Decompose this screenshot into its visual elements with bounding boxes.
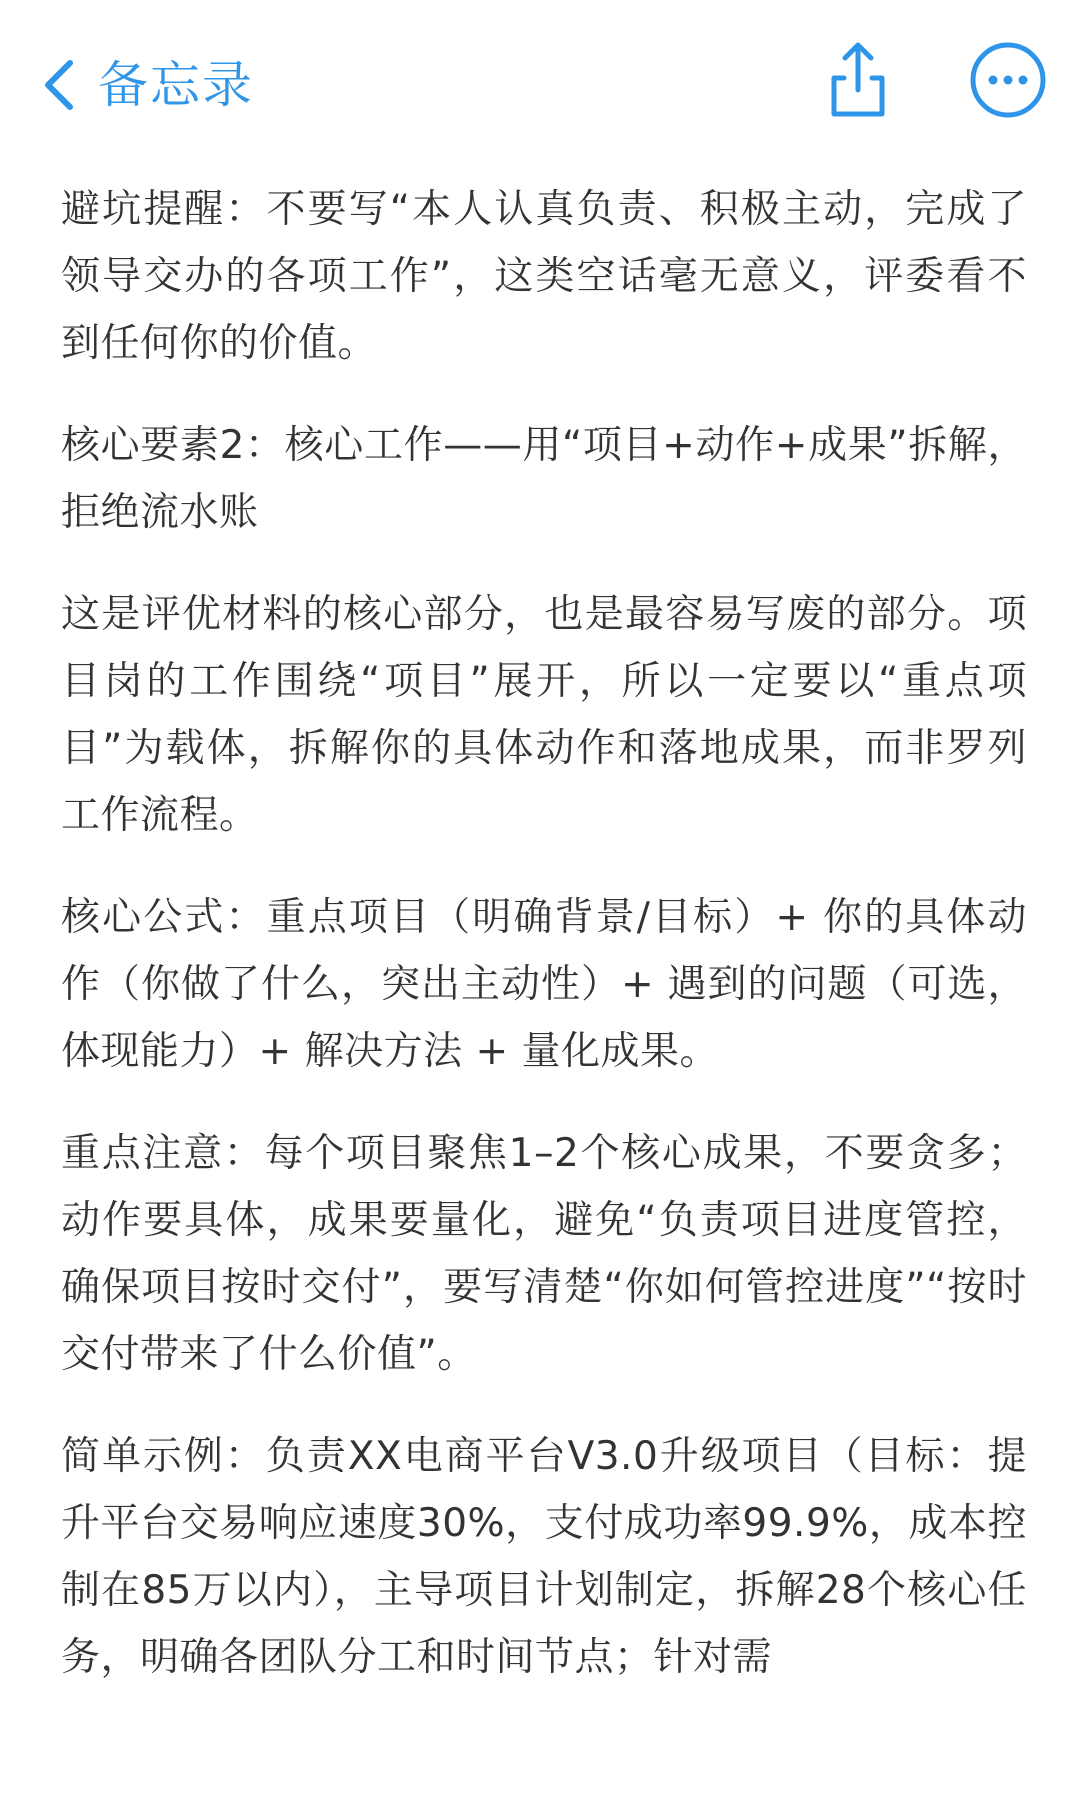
back-button[interactable] (40, 40, 254, 130)
note-paragraph: 核心要素2：核心工作——用“项目+动作+成果”拆解，拒绝流水账 (61, 423, 1027, 535)
note-paragraph: 重点注意：每个项目聚焦1–2个核心成果，不要贪多；动作要具体，成果要量化，避免“负责项目进度管控，确保项目按时交付”，要写清楚“你如何管控进度”“按时交付带来了什么价值”。 (61, 1131, 1027, 1377)
note-paragraph: 简单示例：负责XX电商平台V3.0升级项目（目标：提升平台交易响应速度30%，支付成功率99.9%，成本控制在85万以内），主导项目计划制定，拆解28个核心任务，明确各团队分工和时间节点；针对需 (61, 1434, 1027, 1680)
note-paragraph: 避坑提醒：不要写“本人认真负责、积极主动，完成了领导交办的各项工作”，这类空话毫无意义，评委看不到任何你的价值。 (61, 187, 1027, 366)
back-label: 备忘录 (98, 56, 254, 114)
share-icon (826, 40, 890, 120)
note-paragraph: 核心公式：重点项目（明确背景/目标）+ 你的具体动作（你做了什么，突出主动性）+ 遇到的问题（可选，体现能力）+ 解决方法 + 量化成果。 (61, 895, 1027, 1074)
note-body[interactable] (61, 176, 1027, 1726)
more-icon (968, 40, 1048, 120)
navigation-bar (0, 0, 1080, 170)
more-button[interactable] (968, 40, 1048, 120)
note-paragraph: 这是评优材料的核心部分，也是最容易写废的部分。项目岗的工作围绕“项目”展开，所以一定要以“重点项目”为载体，拆解你的具体动作和落地成果，而非罗列工作流程。 (61, 592, 1027, 838)
chevron-left-icon (40, 57, 80, 113)
share-button[interactable] (818, 40, 898, 120)
